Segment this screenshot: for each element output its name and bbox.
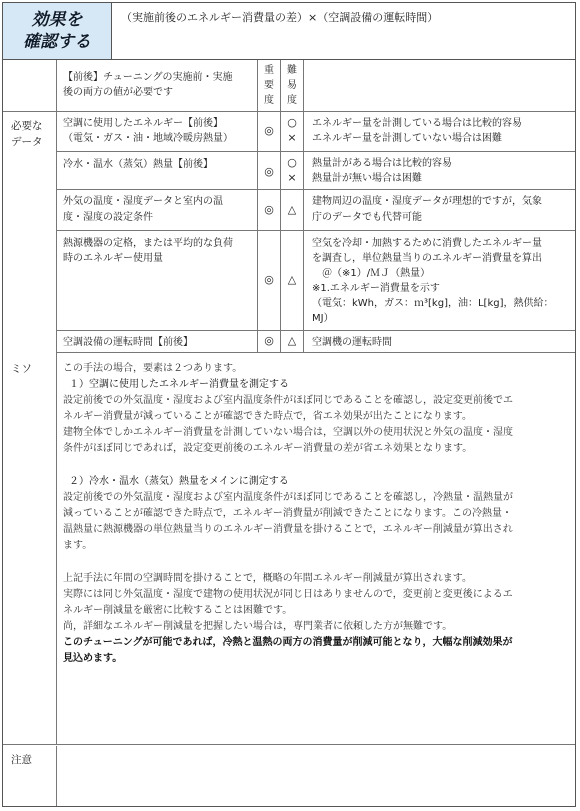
section-title-box xyxy=(3,3,112,59)
tuning-effect-sheet xyxy=(2,2,576,807)
table-header-row xyxy=(3,60,575,112)
header xyxy=(3,3,575,60)
importance-header: 重 要 度 xyxy=(264,65,274,106)
difficulty-header: 難 易 度 xyxy=(287,65,297,106)
table-row: 外気の温度・湿度データと室内の温 度・湿度の設定条件 ◎ △ 建物周辺の温度・湿度データが理想的ですが，気象 庁のデータでも代替可能 xyxy=(56,190,575,231)
required-data-label: 必要な データ xyxy=(11,120,43,148)
table-intro-line1: 【前後】チューニングの実施前・実施 xyxy=(63,72,233,83)
table-intro-line2: 後の両方の値が必要です xyxy=(63,87,173,98)
effect-formula: （実施前後のエネルギー消費量の差）×（空調設備の運転時間） xyxy=(121,11,439,24)
cautions-label: 注意 xyxy=(11,754,32,766)
table-row: 冷水・温水（蒸気）熱量【前後】 ◎ ○ × 熱量計がある場合は比較的容易 熱量計が無い場合は困難 xyxy=(56,152,575,190)
section-title-line2: 確認する xyxy=(23,32,91,52)
cautions-section xyxy=(3,746,575,806)
key-points-body: この手法の場合，要素は２つあります。 １）空調に使用したエネルギー消費量を測定する 設定前後での外気温度・湿度および室内温度条件がほぼ同じであることを確認し，設定変更前後でエ ネルギー消費量が減っていることが確認できた時点で，省エネ効果が出たことになります。 建物全体でしかエネルギー消費量を計測していない場合は，空調以外の使用状況と外気の温度・湿度 条件がほぼ同じであれば，設定変更前後のエネルギー消費量の差が省エネ効果となります。 ２）冷水・温水（蒸気）熱量をメインに測定する 設定前後での外気温度・湿度および室内温度条件がほぼ同じであることを確認し，冷熱量・温熱量が 減っていることが確認できた時点で，エネルギー消費量が削減できたことになります。この冷熱量・ 温熱量に熱源機器の単位熱量当りのエネルギー消費量を掛けることで，エネルギー削減量が算出され ます。 上記手法に年間の空調時間を掛けることで，概略の年間エネルギー削減量が算出されます。 実際には同じ外気温度・湿度で建物の使用状況が同じ日はありませんので，変更前と変更後によるエ ネルギー削減量を厳密に比較することは困難です。 尚，詳細なエネルギー削減量を把握したい場合は，専門業者に依頼した方が無難です。 このチューニングが可能であれば，冷熱と温熱の両方の消費量が削減可能となり，大幅な削減効果が 見込めます。 xyxy=(63,363,513,664)
table-row: 空調設備の運転時間【前後】 ◎ △ 空調機の運転時間 xyxy=(56,331,575,353)
section-title-line1: 効果を xyxy=(31,10,83,30)
table-row: 熱源機器の定格，または平均的な負荷 時のエネルギー使用量 ◎ △ 空気を冷却・加熱するために消費したエネルギー量 を調査し，単位熱量当りのエネルギー消費量を算出 ＠（※1）/ＭＪ（熱量） ※1.エネルギー消費量を示す （電気：kWh，ガス：ｍ³[kg]，油：L[kg]，熱供給： MJ） xyxy=(56,231,575,331)
key-points-section xyxy=(3,353,575,745)
key-points-label: ミソ xyxy=(11,363,32,375)
table-row: 空調に使用したエネルギー【前後】 （電気・ガス・油・地域冷暖房熱量） ◎ ○ × エネルギー量を計測している場合は比較的容易 エネルギー量を計測していない場合は困難 xyxy=(56,112,575,152)
